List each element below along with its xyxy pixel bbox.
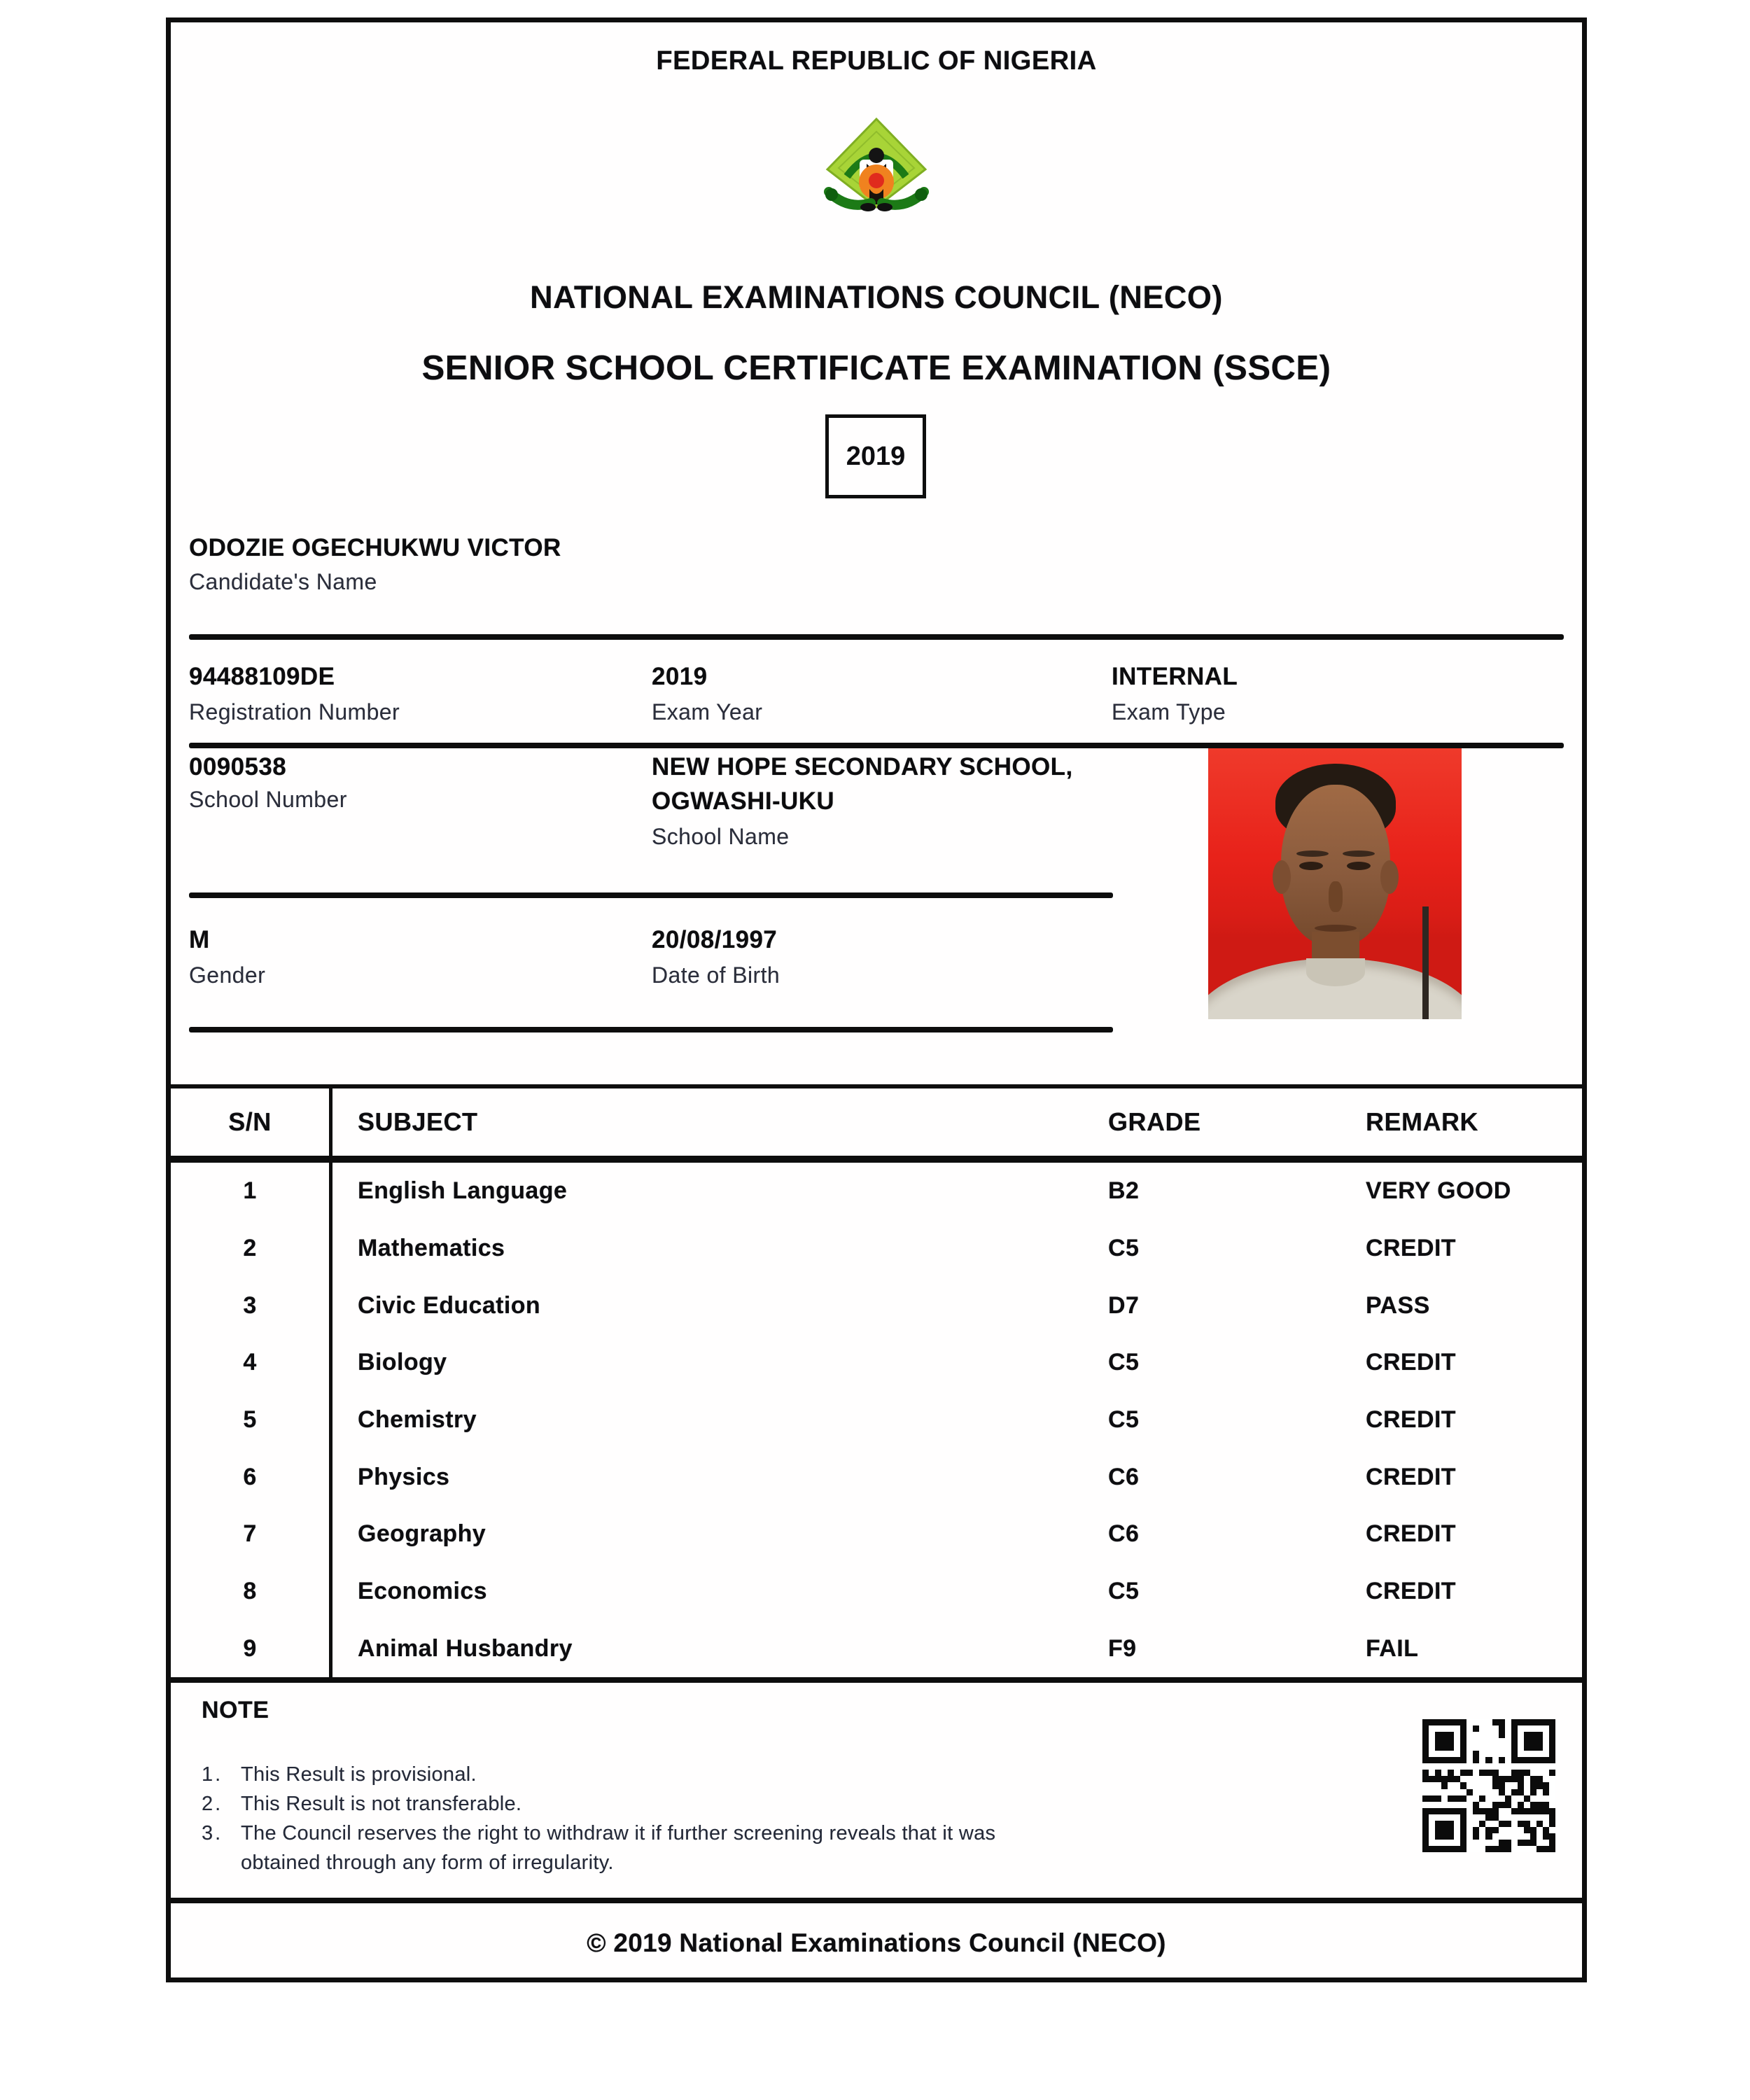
council-title: NATIONAL EXAMINATIONS COUNCIL (NECO) [530,279,1223,315]
results-section [171,1084,1582,1983]
registration-number-value: 94488109DE [189,663,335,690]
note-section [171,1677,1582,1898]
school-name-line2: OGWASHI-UKU [652,788,835,815]
footer-bar [171,1898,1582,1983]
table-row: 8 Economics C5 CREDIT [243,1578,1456,1605]
table-row: 9 Animal Husbandry F9 FAIL [243,1634,1419,1662]
results-table-header [171,1088,1582,1163]
header-subject: SUBJECT [358,1107,478,1136]
section-rule [189,743,1564,748]
candidate-name-label: Candidate's Name [189,569,377,594]
country-title: FEDERAL REPUBLIC OF NIGERIA [656,46,1097,76]
certificate [166,18,1587,1982]
section-rule [189,634,1564,640]
results-table-body [171,1163,1582,1677]
exam-year-label: Exam Year [652,699,763,724]
candidate-photo [1208,748,1462,1019]
section-rule [189,892,1113,898]
copyright-text: © 2019 National Examinations Council (NECO) [587,1928,1166,1957]
qr-code [1422,1719,1555,1852]
exam-year-value: 2019 [652,663,708,690]
gender-value: M [189,926,210,953]
school-number-label: School Number [189,787,347,812]
section-rule [189,1027,1113,1032]
table-row: 6 Physics C6 CREDIT [243,1463,1456,1490]
exam-type-value: INTERNAL [1112,663,1238,690]
note-item: 2. This Result is not transferable. [202,1793,522,1815]
date-of-birth-label: Date of Birth [652,962,780,988]
registration-number-label: Registration Number [189,699,400,724]
table-row: 3 Civic Education D7 PASS [243,1292,1430,1319]
header-remark: REMARK [1366,1107,1478,1136]
header-grade: GRADE [1108,1107,1201,1136]
note-title: NOTE [202,1697,270,1723]
note-items [202,1760,1112,1877]
table-row: 4 Biology C5 CREDIT [243,1349,1456,1376]
note-item: 1. This Result is provisional. [202,1763,477,1786]
neco-logo-icon [820,116,932,221]
table-row: 7 Geography C6 CREDIT [243,1520,1456,1548]
exam-title: SENIOR SCHOOL CERTIFICATE EXAMINATION (SSCE) [421,349,1331,387]
note-item: 3. The Council reserves the right to withdraw it if further screening reveals that it was obtained through any form of irregularity. [202,1822,996,1874]
school-number-value: 0090538 [189,753,287,780]
candidate-name-value: ODOZIE OGECHUKWU VICTOR [189,534,561,561]
gender-label: Gender [189,962,266,988]
exam-type-label: Exam Type [1112,699,1226,724]
table-row: 1 English Language B2 VERY GOOD [243,1177,1511,1205]
photo-face [1281,785,1390,946]
date-of-birth-value: 20/08/1997 [652,926,778,953]
school-name-line1: NEW HOPE SECONDARY SCHOOL, [652,753,1073,780]
header-sn: S/N [228,1107,272,1136]
school-name-label: School Name [652,824,790,849]
table-row: 2 Mathematics C5 CREDIT [243,1235,1456,1261]
table-row: 5 Chemistry C5 CREDIT [243,1406,1456,1434]
year-badge: 2019 [825,414,926,498]
sn-column-divider [329,1088,332,1677]
